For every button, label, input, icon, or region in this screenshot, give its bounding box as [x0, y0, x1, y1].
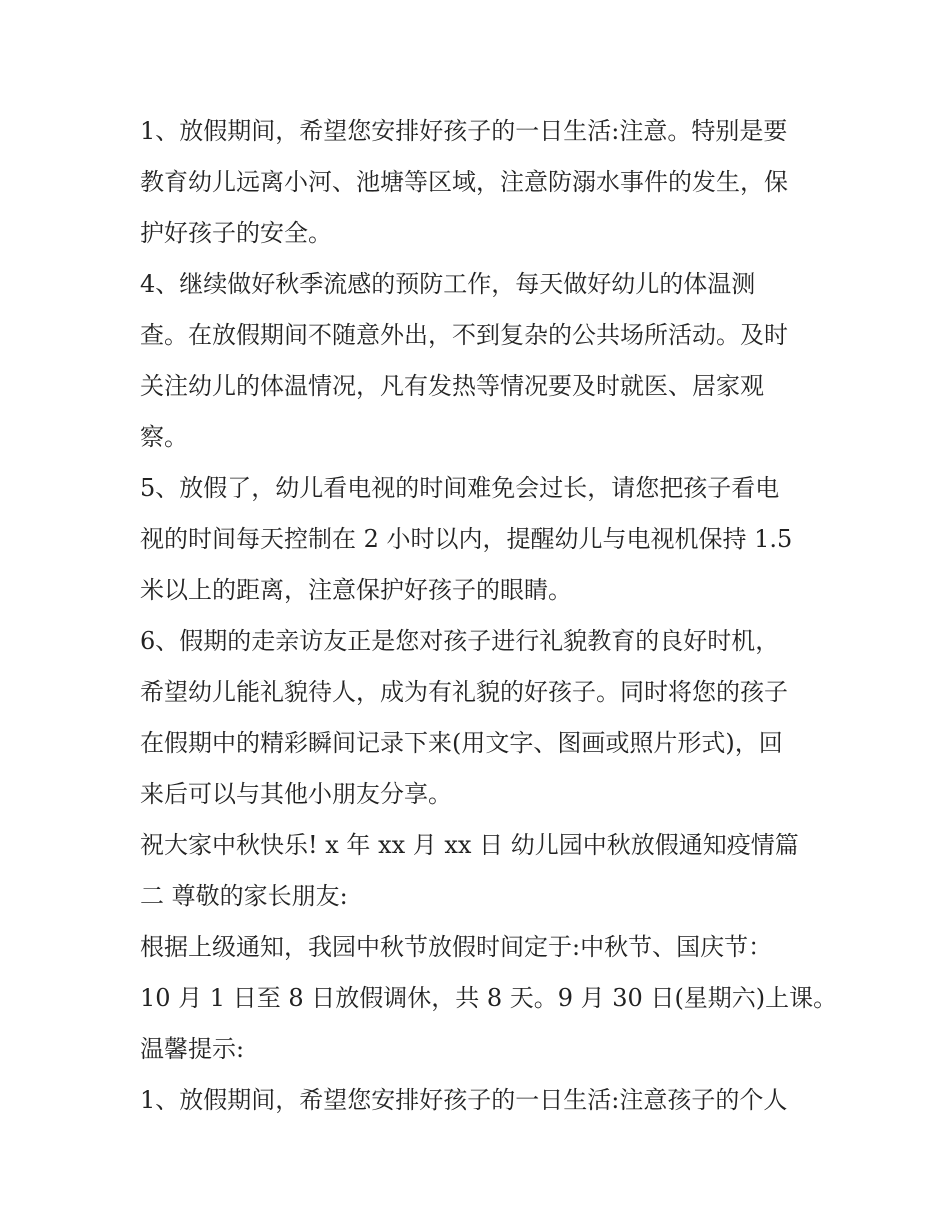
text-line: 5、放假了，幼儿看电视的时间难免会过长，请您把孩子看电: [140, 474, 780, 502]
text-line: 关注幼儿的体温情况，凡有发热等情况要及时就医、居家观: [140, 372, 764, 400]
text-line: 视的时间每天控制在 2 小时以内，提醒幼儿与电视机保持 1.5: [140, 525, 793, 553]
text-line: 来后可以与其他小朋友分享。: [140, 780, 452, 808]
text-line: 4、继续做好秋季流感的预防工作，每天做好幼儿的体温测: [140, 270, 756, 298]
text-line: 祝大家中秋快乐! x 年 xx 月 xx 日 幼儿园中秋放假通知疫情篇: [140, 831, 799, 859]
text-line: 米以上的距离，注意保护好孩子的眼睛。: [140, 576, 572, 604]
text-line: 6、假期的走亲访友正是您对孩子进行礼貌教育的良好时机，: [140, 627, 780, 655]
text-line: 1、放假期间，希望您安排好孩子的一日生活:注意孩子的个人: [140, 1086, 788, 1114]
text-line: 查。在放假期间不随意外出，不到复杂的公共场所活动。及时: [140, 321, 788, 349]
text-line: 教育幼儿远离小河、池塘等区域，注意防溺水事件的发生，保: [140, 168, 788, 196]
text-line: 10 月 1 日至 8 日放假调休，共 8 天。9 月 30 日(星期六)上课。: [140, 984, 838, 1012]
text-line: 在假期中的精彩瞬间记录下来(用文字、图画或照片形式)，回: [140, 729, 783, 757]
text-line: 二 尊敬的家长朋友:: [140, 882, 348, 910]
document-body: [140, 106, 838, 1126]
text-line: 1、放假期间，希望您安排好孩子的一日生活:注意。特别是要: [140, 117, 788, 145]
text-line: 察。: [140, 423, 188, 451]
text-line: 希望幼儿能礼貌待人，成为有礼貌的好孩子。同时将您的孩子: [140, 678, 788, 706]
text-line: 根据上级通知，我园中秋节放假时间定于:中秋节、国庆节：: [140, 933, 773, 961]
text-line: 护好孩子的安全。: [140, 219, 332, 247]
text-line: 温馨提示:: [140, 1035, 245, 1063]
